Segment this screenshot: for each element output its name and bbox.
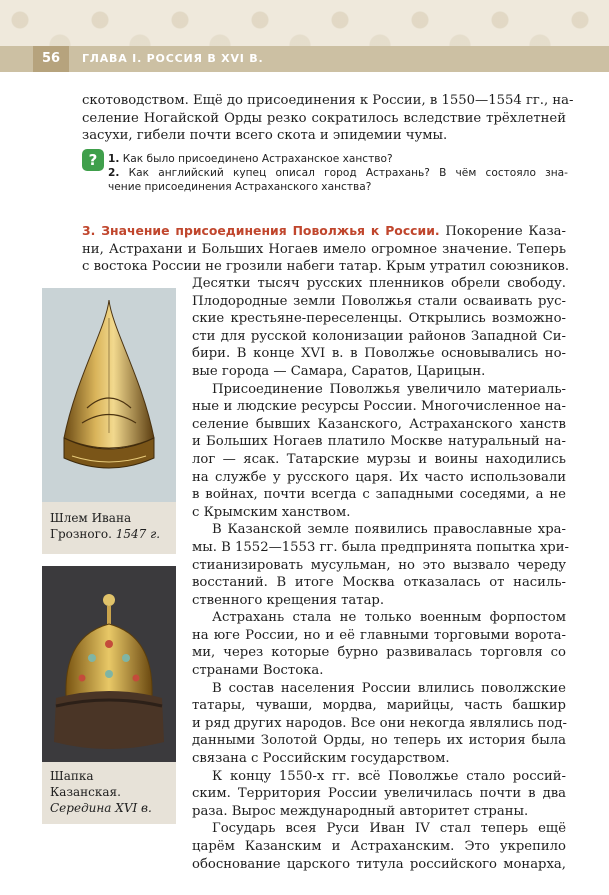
intro-paragraph <box>82 92 574 145</box>
question-text: Как было присоединено Астраханское ханство? <box>122 153 393 165</box>
caption-line: Грозного. <box>50 527 112 541</box>
text-line: ские крестьяне-переселенцы. Открылись возможно- <box>192 311 566 327</box>
text-line: ми, через которые бурно развивалась торговля со <box>192 645 566 661</box>
section-first-line-rest: Покорение Каза- <box>439 224 566 239</box>
caption-line: Шлем Ивана <box>50 511 132 525</box>
text-line: мы. В 1552—1553 гг. была предпринята попытка хри- <box>192 539 569 555</box>
text-line: бири. В конце XVI в. в Поволжье основывались но- <box>192 346 566 362</box>
section-title: 3. Значение присоединения Поволжья к России. <box>82 223 440 238</box>
text-line: и Больших Ногаев платило Москве натуральный на- <box>192 434 566 450</box>
main-column-text <box>192 275 569 873</box>
text-line: В состав населения России влились поволжские <box>212 680 566 696</box>
text-line: скотоводством. Ещё до присоединения к России, в 1550—1554 гг., на- <box>82 93 574 108</box>
text-line: связана с Российским государством. <box>192 751 450 767</box>
text-line: селение Ногайской Орды резко сократилось вследствие трёхлетней <box>82 110 566 126</box>
text-line: ственного крещения татар. <box>192 592 385 608</box>
caption-line: Казанская. <box>50 785 121 799</box>
text-line: обоснование царского титула российского монарха, <box>192 856 566 872</box>
kazan-hat-image <box>42 566 176 762</box>
question-text: Как английский купец описал город Астрахань? В чём состояло зна- <box>128 167 568 179</box>
hat-caption <box>50 768 152 816</box>
helmet-image <box>42 288 176 502</box>
text-line: раза. Вырос международный авторитет страны. <box>192 803 529 819</box>
question-number: 1. <box>108 153 120 165</box>
caption-date: 1547 г. <box>115 527 161 541</box>
text-line: данными Золотой Орды, но теперь их история была <box>192 733 566 749</box>
figure-hat <box>42 566 176 824</box>
text-line: с востока России не грозили набеги татар. Крым утратил союзников. <box>82 259 570 275</box>
figure-helmet <box>42 288 176 554</box>
helmet-caption <box>50 510 160 542</box>
text-line: Присоединение Поволжья увеличило материаль- <box>212 381 566 397</box>
text-line: восстаний. В итоге Москва отказалась от насиль- <box>192 575 566 591</box>
section-first-line <box>82 222 566 241</box>
text-line: засухи, гибели почти всего скота и эпидемии чумы. <box>82 128 448 144</box>
text-line: татары, чуваши, мордва, марийцы, часть башкир <box>192 698 566 714</box>
text-line: стианизировать мусульман, но это вызвало череду <box>192 557 566 573</box>
text-line: К концу 1550-х гг. всё Поволжье стало россий- <box>212 768 566 784</box>
text-line: ским. Территория России увеличилась почти в два <box>192 786 566 802</box>
text-line: сти для русской колонизации районов Западной Си- <box>192 328 566 344</box>
question-number: 2. <box>108 167 120 179</box>
text-line: Плодородные земли Поволжья стали осваивать рус- <box>192 293 566 309</box>
caption-line: Шапка <box>50 769 94 783</box>
page-header <box>0 0 609 72</box>
section-intro <box>82 222 570 276</box>
text-line: в войнах, почти всегда с западными соседями, а не <box>192 487 566 503</box>
questions-block <box>82 152 568 194</box>
question-2-continued: чение присоединения Астраханского ханства? <box>108 181 372 193</box>
text-line: ные и людские ресурсы России. Многочисленное на- <box>192 399 566 415</box>
page-number: 56 <box>33 46 69 72</box>
question-icon: ? <box>82 149 104 171</box>
text-line: селение бывших Казанского, Астраханского ханств <box>192 416 566 432</box>
text-line: на юге России, но и её главными торговыми ворота- <box>192 627 566 643</box>
caption-date: Середина XVI в. <box>50 801 152 815</box>
text-line: на службе у русского царя. Их часто использовали <box>192 469 566 485</box>
text-line: с Крымским ханством. <box>192 504 351 520</box>
text-line: и ряд других народов. Все они некогда являлись под- <box>192 715 567 731</box>
text-line: царём Казанским и Астраханским. Это укрепило <box>192 839 566 854</box>
text-line: В Казанской земле появились православные хра- <box>212 522 566 538</box>
text-line: Десятки тысяч русских пленников обрели свободу. <box>192 276 566 291</box>
question-2 <box>82 166 568 180</box>
text-line: ни, Астрахани и Больших Ногаев имело огромное значение. Теперь <box>82 241 566 257</box>
text-line: Государь всея Руси Иван IV стал теперь ещё <box>212 821 566 837</box>
chapter-title: ГЛАВА I. РОССИЯ В XVI В. <box>82 52 264 65</box>
text-line: странами Востока. <box>192 663 324 679</box>
text-line: Астрахань стала не только военным форпостом <box>212 610 566 626</box>
text-line: лог — ясак. Татарские мурзы и воины находились <box>192 451 566 467</box>
text-line: вые города — Самара, Саратов, Царицын. <box>192 363 486 379</box>
question-1 <box>82 152 568 166</box>
